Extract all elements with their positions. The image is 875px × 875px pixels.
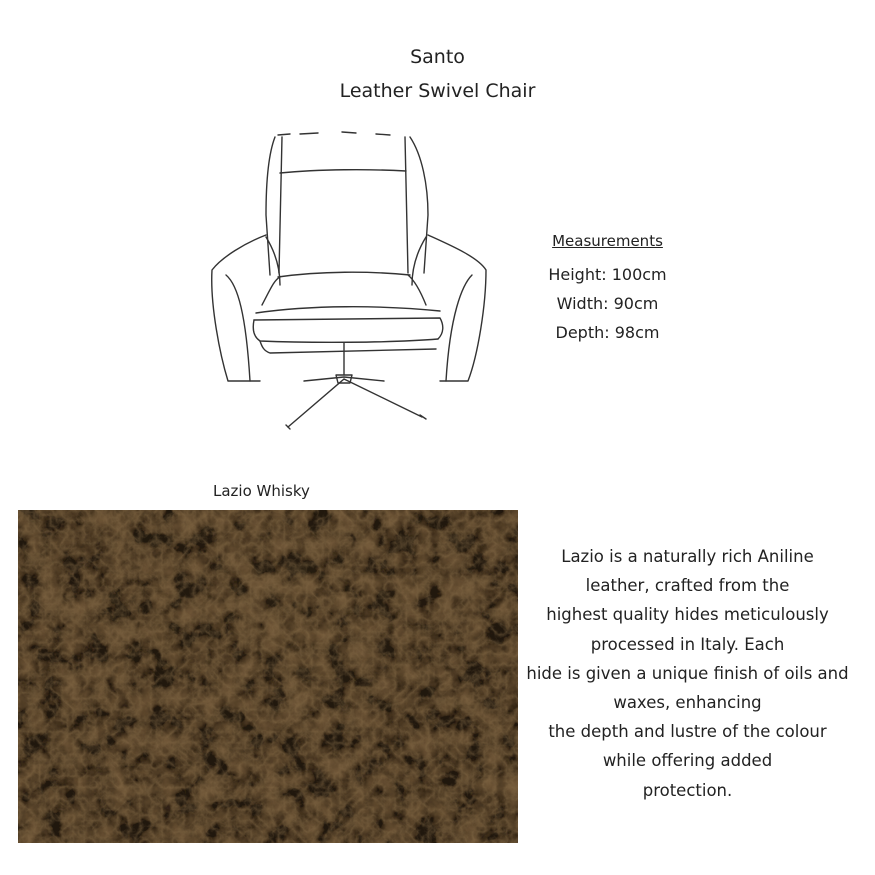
measurement-height: Height: 100cm [548, 265, 667, 284]
description-line: leather, crafted from the [585, 576, 790, 596]
description-line: processed in Italy. Each [590, 634, 785, 654]
swatch-label: Lazio Whisky [213, 482, 310, 500]
description-line: while offering added [602, 751, 773, 771]
product-name: Santo [410, 46, 465, 68]
description-line: highest quality hides meticulously [546, 605, 829, 625]
measurement-width: Width: 90cm [556, 294, 659, 313]
measurements-panel [520, 228, 695, 347]
description-line: protection. [642, 780, 733, 800]
measurements-heading: Measurements [552, 232, 663, 250]
description-line: Lazio is a naturally rich Aniline [561, 547, 814, 566]
measurement-depth: Depth: 98cm [555, 323, 660, 342]
leather-swatch-image [18, 510, 518, 843]
leather-description [520, 542, 855, 805]
description-line: the depth and lustre of the colour [548, 722, 827, 742]
product-subtitle: Leather Swivel Chair [339, 80, 536, 102]
chair-line-drawing [200, 125, 500, 435]
description-line: waxes, enhancing [613, 693, 762, 713]
description-line: hide is given a unique finish of oils and [526, 663, 849, 683]
